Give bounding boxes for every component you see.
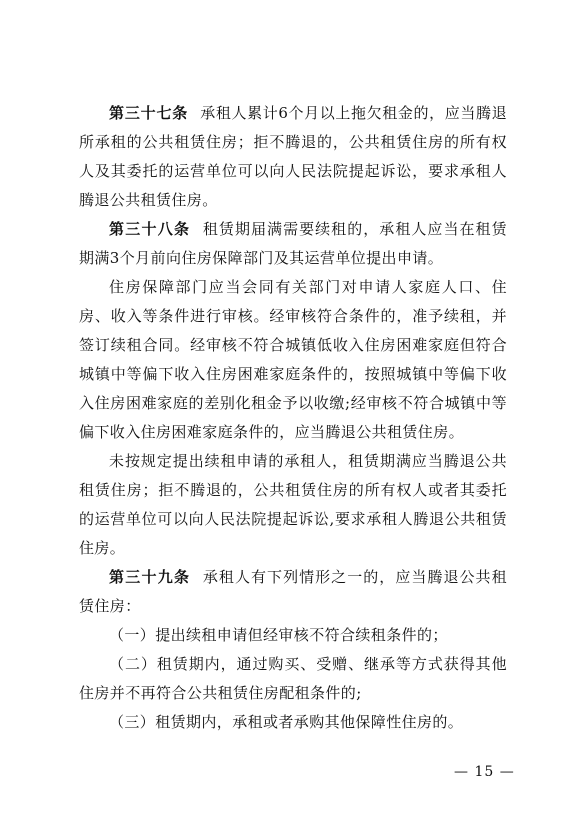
- article-39-item-1-text: （一）提出续租申请但经审核不符合续租条件的；: [109, 626, 448, 644]
- document-body: [79, 99, 507, 737]
- article-38-paragraph: [79, 215, 507, 273]
- article-39-item-1: [79, 621, 507, 650]
- article-38-no-renewal-paragraph: [79, 447, 507, 563]
- article-37-text: 承租人累计6个月以上拖欠租金的，应当腾退所承租的公共租赁住房；拒不腾退的，公共租赁住房的所有权人及其委托的运营单位可以向人民法院提起诉讼，要求承租人腾退公共租赁住房。: [79, 104, 507, 209]
- article-39-number: 第三十九条: [109, 568, 191, 586]
- article-39-item-2: [79, 650, 507, 708]
- article-38-number: 第三十八条: [109, 220, 191, 238]
- article-39-item-3: [79, 708, 507, 737]
- article-39-paragraph: [79, 563, 507, 621]
- article-38-text: 租赁期届满需要续租的，承租人应当在租赁期满3个月前向住房保障部门及其运营单位提出申请。: [79, 220, 507, 267]
- article-38-review-text: 住房保障部门应当会同有关部门对申请人家庭人口、住房、收入等条件进行审核。经审核符合条件的，准予续租，并签订续租合同。经审核不符合城镇低收入住房困难家庭但符合城镇中等偏下收入住房困难家庭条件的，按照城镇中等偏下收入住房困难家庭的差别化租金予以收缴;经审核不符合城镇中等偏下收入住房困难家庭条件的，应当腾退公共租赁住房。: [79, 278, 507, 441]
- article-39-item-3-text: （三）租赁期内，承租或者承购其他保障性住房的。: [109, 713, 464, 731]
- article-38-review-paragraph: [79, 273, 507, 447]
- article-37-paragraph: [79, 99, 507, 215]
- article-39-text: 承租人有下列情形之一的，应当腾退公共租赁住房：: [79, 568, 507, 615]
- page-number: — 15 —: [454, 764, 515, 780]
- article-37-number: 第三十七条: [109, 104, 189, 122]
- article-39-item-2-text: （二）租赁期内，通过购买、受赠、继承等方式获得其他住房并不再符合公共租赁住房配租条件的;: [79, 655, 507, 702]
- article-38-no-renewal-text: 未按规定提出续租申请的承租人，租赁期满应当腾退公共租赁住房；拒不腾退的，公共租赁住房的所有权人或者其委托的运营单位可以向人民法院提起诉讼,要求承租人腾退公共租赁住房。: [79, 452, 507, 557]
